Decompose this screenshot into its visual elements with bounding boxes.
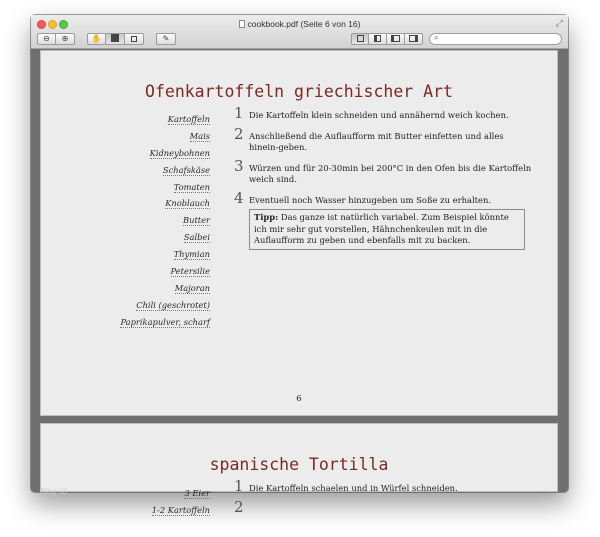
ingredient-item: Petersilie <box>170 266 210 277</box>
text-tool-icon <box>111 34 119 42</box>
watermark-text: Blog-s3 <box>40 487 68 496</box>
text-select-tool-button[interactable] <box>106 33 125 45</box>
ingredient-item: Knoblauch <box>165 198 210 209</box>
hand-icon: ✋ <box>91 34 102 43</box>
pdf-page-6 <box>40 50 558 416</box>
ingredient-item: Tomaten <box>173 181 210 192</box>
ingredient-item: Thymian <box>173 249 210 260</box>
step-text: Die Kartoffeln schaelen und in Würfel schneiden. <box>249 483 458 493</box>
pdf-page-7 <box>40 423 558 516</box>
step-text: Eventuell noch Wasser hinzugeben um Soße zu erhalten. <box>249 194 492 205</box>
rect-select-icon <box>131 36 137 42</box>
steps-list <box>234 106 534 250</box>
ingredient-item: Kidneybohnen <box>149 147 210 158</box>
step-number: 2 <box>234 497 244 516</box>
preview-window <box>31 15 568 516</box>
tip-text: Das ganze ist natürlich variabel. Zum Beispiel könnte ich mir sehr gut vorstellen, Hähnchenkeulen mit in die Auflaufform zu geben und ebenfalls mit zu backen. <box>254 212 509 245</box>
recipe-title: Ofenkartoffeln griechischer Art <box>145 82 453 101</box>
two-page-icon <box>391 35 400 42</box>
sidebar-icon <box>374 35 381 42</box>
ingredient-item: Kartoffeln <box>167 114 210 124</box>
ingredients-list <box>60 487 210 521</box>
ingredient-item: Majoran <box>174 282 210 293</box>
recipe-title: spanische Tortilla <box>209 455 389 474</box>
step-number: 1 <box>234 104 244 122</box>
search-icon: ⌕ <box>434 33 439 42</box>
tip-label: Tipp: <box>254 212 279 222</box>
tip-box <box>249 209 525 250</box>
search-field[interactable] <box>429 33 562 45</box>
view-single-page-button[interactable] <box>351 33 369 45</box>
view-grid-button[interactable] <box>405 33 423 45</box>
page-number: 6 <box>296 394 302 404</box>
step-item <box>234 156 534 186</box>
ingredients-list <box>60 113 210 333</box>
titlebar <box>31 15 568 49</box>
step-item <box>234 497 534 516</box>
single-page-icon <box>357 35 364 42</box>
pdf-document-icon <box>239 20 245 28</box>
zoom-out-icon: ⊖ <box>43 34 50 43</box>
ingredient-item: 1-2 Kartoffeln <box>151 504 210 515</box>
pencil-icon: ✎ <box>162 34 170 43</box>
ingredient-item: Schafskäse <box>162 164 210 175</box>
step-item <box>234 188 534 207</box>
window-title-text: cookbook.pdf (Seite 6 von 16) <box>247 19 361 29</box>
ingredient-item: Paprikapulver, scharf <box>120 316 210 327</box>
ingredient-item: Salbei <box>183 232 210 243</box>
ingredient-item: Chili (geschrotet) <box>136 299 210 310</box>
zoom-in-button[interactable] <box>56 33 75 45</box>
step-text: Würzen und für 20-30min bei 200°C in den Ofen bis die Kartoffeln weich sind. <box>249 162 532 184</box>
fullscreen-icon[interactable]: ⤢ <box>555 18 563 28</box>
step-item <box>234 479 534 495</box>
ingredient-item: Mais <box>189 130 210 141</box>
step-item <box>234 106 534 122</box>
search-input[interactable] <box>443 35 555 44</box>
ingredient-item: Butter <box>183 215 210 226</box>
step-text: Die Kartoffeln klein schneiden und annähernd weich kochen. <box>249 110 509 120</box>
zoom-in-icon: ⊕ <box>61 34 69 43</box>
step-number: 1 <box>234 477 244 495</box>
window-title <box>31 19 568 29</box>
step-number: 4 <box>234 188 244 207</box>
step-text: Anschließend die Auflaufform mit Butter einfetten und alles hinein-geben. <box>249 130 504 152</box>
contact-sheet-icon <box>409 35 418 42</box>
step-item <box>234 124 534 154</box>
view-two-pages-button[interactable] <box>387 33 405 45</box>
ingredient-item: 3 Eier <box>184 488 210 498</box>
view-sidebar-button[interactable] <box>369 33 387 45</box>
annotate-button[interactable] <box>156 33 176 45</box>
step-number: 2 <box>234 124 244 143</box>
step-text <box>249 500 534 504</box>
hand-tool-button[interactable] <box>87 33 106 45</box>
steps-list <box>234 477 534 516</box>
rect-select-tool-button[interactable] <box>125 33 144 45</box>
zoom-out-button[interactable] <box>37 33 56 45</box>
step-number: 3 <box>234 156 244 175</box>
